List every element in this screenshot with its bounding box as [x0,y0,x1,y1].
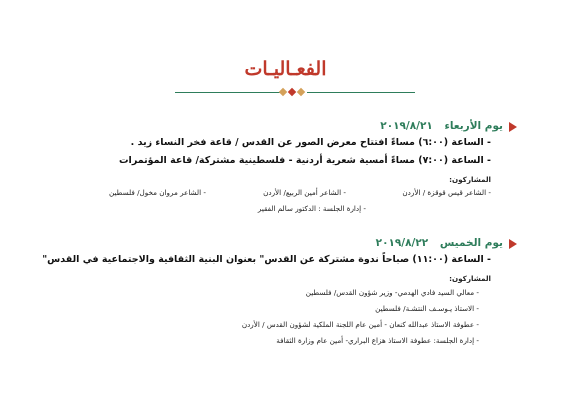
day1-date: ٢٠١٩/٨/٢١ [380,120,433,132]
day2-participant-3: - عطوفة الاستاذ عبدالله كنعان - أمين عام اللجنة الملكية لشؤون القدس / الأردن [241,320,479,329]
day2-name: يوم الخميس [439,237,503,249]
divider-line-right [307,92,415,93]
day1-event-2: - الساعة (٧:٠٠) مساءً أمسية شعرية أردنية - فلسطينية مشتركة/ قاعة المؤتمرات [119,155,491,166]
divider-diamond [279,88,287,96]
triangle-marker-icon [509,239,517,249]
day1-heading [380,120,503,132]
divider-line-left [175,92,283,93]
day1-event-1: - الساعة (٦:٠٠) مساءً افتتاح معرض الصور عن القدس / قاعة فخر النساء زيد . [130,137,491,148]
day1-name: يوم الأربعاء [444,120,503,132]
day2-participants-label: المشاركون: [449,274,491,283]
triangle-marker-icon [509,122,517,132]
day2-date: ٢٠١٩/٨/٢٢ [375,237,429,249]
day1-participant-3: - الشاعر مروان مخول/ فلسطين [109,188,206,197]
divider-diamond [297,88,305,96]
day1-moderator: - إدارة الجلسة : الدكتور سالم الفقير [257,204,366,213]
day2-participant-1: - معالي السيد فادي الهدمي- وزير شؤون القدس/ فلسطين [305,288,479,297]
page-title: الفعـاليـات [244,58,327,80]
day2-heading [376,237,503,249]
ornamental-divider [175,88,415,98]
day2-participant-2: - الاستاذ يـوسـف النتشـة/ فلسطين [375,304,479,313]
day1-participants-label: المشاركون: [449,175,491,184]
day1-participant-2: - الشاعر أمين الربيع/ الأردن [263,188,346,197]
day1-participant-1: - الشاعر قيس قوقزة / الأردن [402,188,491,197]
day2-event-1: - الساعة (١١:٠٠) صباحاً ندوة مشتركة عن القدس" بعنوان البنية الثقافية والاجتماعية في القدس" [42,254,491,265]
divider-diamond [288,88,296,96]
day2-moderator: - إدارة الجلسة: عطوفة الاستاذ هزاع البراري- أمين عام وزارة الثقافة [276,336,479,345]
